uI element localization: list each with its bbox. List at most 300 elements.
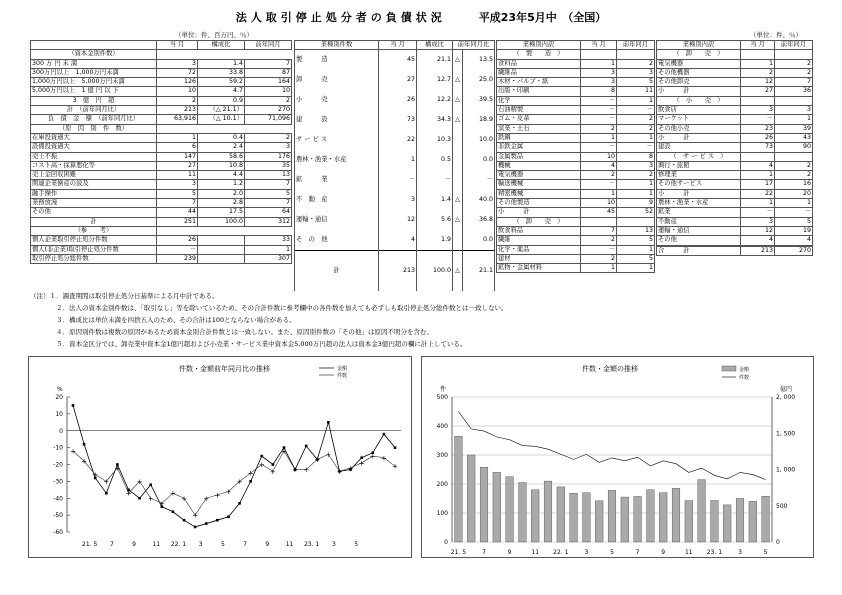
x-tick-label: 3 <box>584 549 589 556</box>
unit-right: （単位：件、％） <box>750 31 802 39</box>
bar <box>621 497 629 542</box>
table-cell: 72 <box>157 68 198 77</box>
table-row <box>497 226 655 235</box>
table-cell: その他小売 <box>657 124 741 133</box>
table-cell: 化学 <box>497 96 581 105</box>
table-cell: 87 <box>245 68 292 77</box>
table-cell: 2 <box>617 124 655 133</box>
unit-left: （単位：件、百万円、％） <box>175 31 253 39</box>
data-point: + <box>169 489 176 498</box>
table-row <box>657 189 813 198</box>
table-cell: 270 <box>245 106 292 115</box>
data-point: + <box>125 489 132 498</box>
data-point: + <box>369 452 376 461</box>
table-row <box>497 68 655 77</box>
table-cell: 精密機械 <box>497 189 581 198</box>
table-row <box>31 189 292 198</box>
data-point: + <box>347 464 354 473</box>
x-tick-label: 7 <box>482 549 486 556</box>
y-tick-label: -40 <box>53 495 63 503</box>
bar <box>506 477 514 542</box>
y-tick-label: -30 <box>53 478 63 486</box>
table-cell: 10 <box>245 87 292 96</box>
table-row <box>657 161 813 170</box>
y-tick-label: 0 <box>444 539 448 546</box>
table-cell: 33.8 <box>198 68 245 77</box>
table-cell: 7 <box>245 199 292 208</box>
table-cell: 建材 <box>497 254 581 263</box>
table-cell: 44 <box>157 208 198 217</box>
table-cell: 3 <box>741 217 775 226</box>
table-cell: 繊維品 <box>497 68 581 77</box>
note-5: ５．資本金区分では、卸売業中資本金1億円超および小売業・サービス業中資本金5,000万円超の法人は資本金3億円超の欄に計上している。 <box>56 340 467 348</box>
y-tick-label: 100 <box>436 510 448 517</box>
table-cell: 2 <box>581 254 617 263</box>
table-cell: 7 <box>581 226 617 235</box>
capital-cause-table: 当 月 構成比 前年同月 （資本金別件数） 300 万 円 未 満 3 1.4 7 300万円以上 1,000万円未満 72 33.8 87 1,000万円以上 5,000万円未満 126 59.2 164 5,000万円以上 1 億 円 以 下 10 4.7 10 3 億 円 超 2 0.9 2 計 （前年同月比） 213 （△ 21.1） 270 負 債 金 額 （前年同月比） 63,916 （△ 10.1） 71,096 （原 因 別 件 数） 在庫投資過大 1 0.4 2 設備投資過大 6 2.4 3 売上不振 147 58.6 176 コスト高・採算悪化等 27 10.8 35 売上金回収困難 11 4.4 13 関連企業倒産の波及 3 1.2 7 融手操作 5 2.0 5 業務放漫 7 2.8 7 その他 44 17.5 64 計 251 100.0 312 （参 考） 個人企業取引停止処分件数 26 33 個人(非企業)取引停止処分件数 － 1 取引停止処分総件数 239 307 <box>32 41 290 262</box>
y2-tick-label: 2, 000 <box>776 394 796 401</box>
bar <box>583 493 591 542</box>
table-cell: 73 <box>379 110 417 130</box>
table-cell: 100.0 <box>198 217 245 226</box>
table-row <box>657 217 813 226</box>
table-cell: 1 <box>581 264 617 273</box>
table-cell: 4.4 <box>198 171 245 180</box>
table-cell: 4 <box>775 236 813 245</box>
table-cell: 5,000万円以上 1 億 円 以 下 <box>31 87 157 96</box>
y-tick-label: 300 <box>436 452 448 459</box>
table-cell: 7 <box>245 180 292 189</box>
table-cell <box>741 152 775 161</box>
x-tick-label: 9 <box>132 541 136 548</box>
table-cell: 運輸・通信 <box>657 226 741 235</box>
x-tick-label: 3 <box>198 541 203 548</box>
industry-row <box>295 110 495 130</box>
data-point <box>149 483 152 486</box>
table-cell: 27 <box>157 161 198 170</box>
table-cell: 251 <box>157 217 198 226</box>
table-cell: 0.4 <box>198 133 245 142</box>
series-line-件数 <box>458 412 765 480</box>
table-cell: 1 <box>617 133 655 142</box>
table-cell: 鉱業 <box>657 208 741 217</box>
data-point <box>238 502 241 505</box>
table-cell: 10 <box>581 199 617 208</box>
table-cell: △ <box>453 210 463 230</box>
table-cell <box>198 245 245 254</box>
data-point <box>72 404 75 407</box>
table-cell: 1.4 <box>198 59 245 68</box>
table-cell: 90 <box>775 143 813 152</box>
x-tick-label: 21. 5 <box>82 541 98 548</box>
table-cell <box>198 254 245 263</box>
table-cell: 26 <box>741 133 775 142</box>
x-tick-label: 9 <box>507 549 512 556</box>
table-cell: その他サービス <box>657 180 741 189</box>
table-cell: 1 <box>617 264 655 273</box>
table-cell: △ <box>453 110 463 130</box>
table-cell: 0.9 <box>198 96 245 105</box>
data-point: + <box>192 511 199 520</box>
table-cell: △ <box>453 70 463 90</box>
table-cell: 12 <box>379 210 417 230</box>
table-cell: 40.0 <box>463 190 495 210</box>
table-cell: 売上金回収困難 <box>31 171 157 180</box>
table-row <box>497 199 655 208</box>
x-tick-label: 11 <box>531 549 540 556</box>
table-cell: 35 <box>245 161 292 170</box>
table-cell: 34.3 <box>417 110 453 130</box>
table-cell: 1 <box>581 189 617 198</box>
table-cell: 飲食店 <box>657 106 741 115</box>
table-cell: 8 <box>617 152 655 161</box>
table-cell: 5 <box>157 189 198 198</box>
table-row <box>497 143 655 152</box>
table-cell: （ 卸 売 ） <box>657 50 741 59</box>
table-cell: 10.3 <box>417 130 453 150</box>
table-cell: 3 <box>617 68 655 77</box>
bar <box>711 501 719 542</box>
table-cell: 13.5 <box>463 50 495 71</box>
table-cell: 3 <box>775 106 813 115</box>
table-cell <box>741 96 775 105</box>
table-cell: 鉱物・金属材料 <box>497 264 581 273</box>
legend-label: 金額 <box>337 366 348 372</box>
table-cell: 10.0 <box>463 130 495 150</box>
table-cell: 2 <box>617 115 655 124</box>
x-tick-label: 7 <box>635 549 640 556</box>
chart-yoy-svg <box>29 357 411 557</box>
data-point: + <box>325 450 332 459</box>
table-cell <box>581 50 617 59</box>
y-tick-label: -20 <box>53 461 63 469</box>
table-cell: 18.9 <box>463 110 495 130</box>
table-cell: △ <box>453 90 463 110</box>
x-tick-label: 11 <box>285 541 294 548</box>
table-cell: 1,000万円以上 5,000万円未満 <box>31 78 157 87</box>
table-cell: 2 <box>581 236 617 245</box>
table-cell: 2.4 <box>198 143 245 152</box>
table-cell: 鉄鋼 <box>497 133 581 142</box>
bar <box>685 501 693 542</box>
table-cell <box>453 170 463 190</box>
table-cell: 6 <box>157 143 198 152</box>
table-row <box>497 245 655 254</box>
table-cell: － <box>617 143 655 152</box>
table-row <box>657 96 813 105</box>
table-cell: 在庫投資過大 <box>31 133 157 142</box>
series-line-件数 <box>73 451 395 515</box>
table-cell: 興行・旅館 <box>657 161 741 170</box>
data-point <box>272 463 275 466</box>
table-cell: 213 <box>157 106 198 115</box>
table-cell: 213 <box>379 251 417 292</box>
section-header <box>31 50 292 59</box>
note-1: （注）１．調査期間は取引停止処分日基準による月中計である。 <box>30 292 219 300</box>
table-cell: 0.0 <box>463 150 495 170</box>
y-axis-label: % <box>57 386 63 393</box>
table-cell: 卸 売 <box>295 70 379 90</box>
table-row <box>497 59 655 68</box>
table-cell: 10 <box>157 87 198 96</box>
y-tick-label: 20 <box>55 394 63 401</box>
table-cell: 2 <box>775 171 813 180</box>
table-cell: 鉱 業 <box>295 170 379 190</box>
table-cell: 1 <box>775 199 813 208</box>
x-tick-label: 11 <box>152 541 161 548</box>
data-point <box>383 433 386 436</box>
table-cell: － <box>741 208 775 217</box>
table-row <box>31 208 292 217</box>
data-point <box>260 455 263 458</box>
table-row <box>657 87 813 96</box>
table-cell: 213 <box>741 246 775 255</box>
table-cell: － <box>157 245 198 254</box>
note-3: ３．構成比は単位未満を四捨五入のため、その合計は100とならない場合がある。 <box>56 316 296 324</box>
table-cell: 関連企業倒産の波及 <box>31 180 157 189</box>
table-cell: 電気機器 <box>497 171 581 180</box>
table-cell: 1 <box>581 133 617 142</box>
data-point <box>138 497 141 500</box>
table-cell: 307 <box>245 254 292 263</box>
data-point <box>105 492 108 495</box>
table-cell: 設備投資過大 <box>31 143 157 152</box>
table-row <box>31 199 292 208</box>
table-cell: 1.4 <box>417 190 453 210</box>
table-cell: 11 <box>157 171 198 180</box>
table-cell: 石油精製 <box>497 106 581 115</box>
bar <box>608 490 616 542</box>
table-cell: 10 <box>581 152 617 161</box>
table-cell: 2 <box>775 68 813 77</box>
table-cell: △ <box>453 251 463 292</box>
table-row <box>31 236 292 245</box>
y-tick-label: 400 <box>436 423 448 430</box>
x-tick-label: 7 <box>243 541 248 548</box>
industry-row <box>295 230 495 251</box>
data-point: + <box>392 462 398 471</box>
table-cell: 5 <box>617 236 655 245</box>
bar <box>749 501 757 542</box>
table-cell <box>775 152 813 161</box>
table-cell: 26 <box>379 90 417 110</box>
table-cell: 窯業・土石 <box>497 124 581 133</box>
x-tick-label: 11 <box>684 549 693 556</box>
table-row <box>657 236 813 245</box>
data-point <box>194 526 197 529</box>
table-cell: 36.8 <box>463 210 495 230</box>
table-cell: 43 <box>775 133 813 142</box>
table-cell: 業務放漫 <box>31 199 157 208</box>
table-cell: 1 <box>741 199 775 208</box>
chart-count-amount <box>421 356 814 558</box>
industry-row <box>295 170 495 190</box>
table-cell: 3 <box>157 180 198 189</box>
table-cell: （ サ ー ビ ス ） <box>657 152 741 161</box>
table-cell: （資本金別件数） <box>31 50 157 59</box>
data-point <box>394 446 397 449</box>
table-row <box>31 245 292 254</box>
x-tick-label: 5 <box>354 541 359 548</box>
data-point: + <box>314 455 321 464</box>
section-header <box>31 226 292 235</box>
bar <box>595 501 603 542</box>
bar <box>672 488 680 542</box>
table-cell: 1 <box>245 245 292 254</box>
table-cell: 239 <box>157 254 198 263</box>
table-cell: 小 計 <box>657 133 741 142</box>
table-cell: － <box>741 115 775 124</box>
table-cell <box>453 150 463 170</box>
industry-row <box>295 210 495 230</box>
table-cell: 非鉄金属 <box>497 143 581 152</box>
x-tick-label: 5 <box>763 549 768 556</box>
table-row <box>497 50 655 59</box>
table-cell: 2 <box>245 96 292 105</box>
bar <box>544 481 552 542</box>
bar <box>634 496 642 542</box>
table-cell: 小 売 <box>295 90 379 110</box>
table-cell: 39 <box>775 124 813 133</box>
table-row <box>31 171 292 180</box>
data-point <box>172 510 175 513</box>
table-cell: 270 <box>775 246 813 255</box>
table-cell: 7 <box>775 78 813 87</box>
table-cell: 300万円以上 1,000万円未満 <box>31 68 157 77</box>
y2-tick-label: 500 <box>776 502 788 510</box>
table-cell: － <box>581 180 617 189</box>
table-row <box>497 152 655 161</box>
x-tick-label: 21. 5 <box>450 549 467 556</box>
table-cell: （ 製 造 ） <box>497 50 581 59</box>
table-cell: 45 <box>581 208 617 217</box>
legend-label: 件数 <box>739 375 750 381</box>
data-point: + <box>181 494 187 503</box>
table-row <box>497 264 655 273</box>
table-cell: その他 <box>657 236 741 245</box>
table-cell: △ <box>453 190 463 210</box>
table-cell: 71,096 <box>245 115 292 124</box>
data-point <box>249 480 252 483</box>
table-cell <box>741 50 775 59</box>
bar <box>698 480 706 542</box>
industry-row <box>295 90 495 110</box>
table-row <box>31 180 292 189</box>
data-point: + <box>380 454 387 463</box>
table-cell: 16 <box>775 180 813 189</box>
table-row <box>657 106 813 115</box>
table-cell: 飲食料品 <box>497 226 581 235</box>
table-cell: 2 <box>775 59 813 68</box>
table-row <box>657 180 813 189</box>
table-cell: 58.6 <box>198 152 245 161</box>
y2-tick-label: 0 <box>776 539 780 546</box>
bar <box>455 436 463 542</box>
table-row <box>657 50 813 59</box>
chart-yoy <box>28 356 412 558</box>
table-row <box>657 68 813 77</box>
table-cell: 機械 <box>497 161 581 170</box>
note-4: ４．原因別件数は複数の原因があるため資本金別合計件数とは一致しない。また、原因別件数の「その他」は原因不明分を含む。 <box>56 328 433 336</box>
table-cell: 19 <box>775 226 813 235</box>
notes <box>30 290 508 350</box>
chart-title: 件数・金額の推移 <box>582 365 638 373</box>
table-cell: コスト高・採算悪化等 <box>31 161 157 170</box>
table-cell: 27 <box>741 87 775 96</box>
table-cell: （△ 10.1） <box>198 115 245 124</box>
page-title: 法人取引停止処分者の負債状況 平成23年5月中 （全国） <box>235 11 607 24</box>
table-cell: 2.0 <box>198 189 245 198</box>
table-cell: その他 <box>31 208 157 217</box>
table-cell <box>198 236 245 245</box>
table-row <box>657 124 813 133</box>
table-cell: そ の 他 <box>295 230 379 251</box>
table-cell <box>453 130 463 150</box>
table-cell: △ <box>453 50 463 71</box>
table-cell: 建 設 <box>295 110 379 130</box>
y-tick-label: 500 <box>436 394 448 401</box>
table-cell <box>453 230 463 251</box>
table-row <box>657 226 813 235</box>
table-row <box>497 208 655 217</box>
table-row <box>497 161 655 170</box>
data-point: + <box>336 467 343 476</box>
data-point: + <box>358 459 365 468</box>
data-point: + <box>247 469 254 478</box>
table-row <box>657 78 813 87</box>
table-row <box>31 254 292 263</box>
table-cell: 5 <box>775 217 813 226</box>
industry-row <box>295 190 495 210</box>
table-cell: 9 <box>617 199 655 208</box>
table-cell: 2.8 <box>198 199 245 208</box>
table-cell: 33 <box>245 236 292 245</box>
y2-tick-label: 1, 500 <box>776 430 796 438</box>
table-cell: 4.7 <box>198 87 245 96</box>
bar <box>557 487 565 542</box>
table-cell: 0.5 <box>417 150 453 170</box>
data-point <box>205 522 208 525</box>
table-cell: 3 <box>245 143 292 152</box>
bar <box>570 493 578 542</box>
table-cell: 2 <box>775 161 813 170</box>
table-cell: 小 計 <box>497 208 581 217</box>
bar <box>493 472 501 542</box>
table-cell: 個人企業取引停止処分件数 <box>31 236 157 245</box>
table-cell: 合 計 <box>657 246 741 255</box>
table-row <box>31 152 292 161</box>
table-cell: 1 <box>617 96 655 105</box>
table-cell: 金属製品 <box>497 152 581 161</box>
table-cell <box>775 96 813 105</box>
table-cell: 5 <box>245 189 292 198</box>
table-cell: （参 考） <box>31 226 157 235</box>
data-point <box>327 421 330 424</box>
table-row <box>31 68 292 77</box>
industry-table: 業種別件数 当 月 構成比 前年同月比 製 造 45 21.1 △ 13.5 卸 売 27 12.7 △ 25.0 小 売 26 12.2 △ 39.5 建 設 73 34.3 △ 18.9 サ ー ビ ス 22 10.3 10.0 農林・漁業・水産 1 0.5 0.0 鉱 業 － － － 不 動 産 3 1.4 △ 40.0 運輸・通信 12 5.6 △ 36.8 そ の 他 4 1.9 0.0 計 213 100.0 △ 21.1 <box>294 40 495 291</box>
data-point: + <box>303 466 310 475</box>
table-cell: 45 <box>379 50 417 71</box>
table-row <box>31 161 292 170</box>
table-row <box>657 115 813 124</box>
table-cell: 7 <box>245 59 292 68</box>
table-cell: 4 <box>741 161 775 170</box>
x-tick-label: 23. 1 <box>706 549 723 556</box>
bar <box>531 490 539 542</box>
table-cell: 修理業 <box>657 171 741 180</box>
table-cell: 4 <box>379 230 417 251</box>
table-cell: （△ 21.1） <box>198 106 245 115</box>
